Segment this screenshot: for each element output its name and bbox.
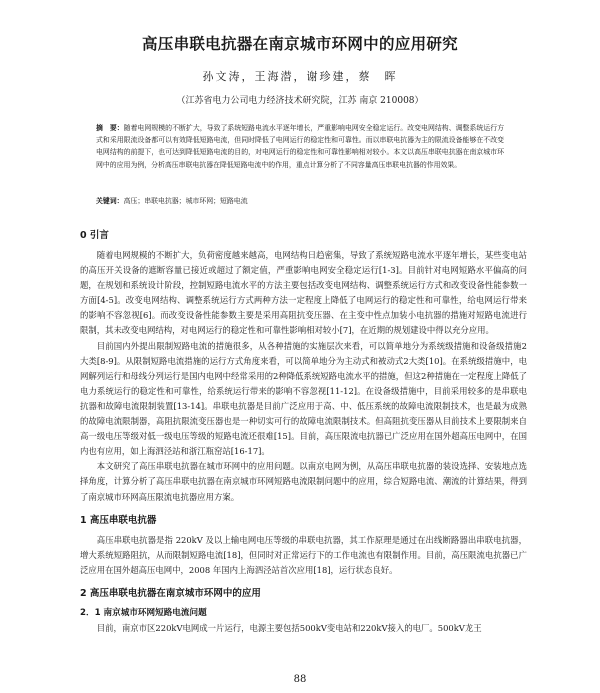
paper-body — [80, 226, 527, 636]
paragraph: 目前，南京市区220kV电网成一片运行，电源主要包括500kV变电站和220kV接入的电厂。500kV龙王 — [96, 622, 482, 633]
section-heading-reactor: 1 高压串联电抗器 — [80, 514, 157, 526]
page-number: 88 — [293, 674, 307, 685]
paragraph: 目前国内外提出限制短路电流的措施很多，从各种措施的实施层次来看，可以简单地分为系统级措施和设备级措施2大类[8-9]。从限制短路电流措施的运行方式角度来看，可以简单地分为主动式和被动式2大类[10]。在系统级措施中，电网解列运行和母线分列运行是国内电网中经常采用的2种降低系统短路电流水平的措施，但这2种措施在一定程度上降低了电力系统运行的稳定性和可靠性，给系统运行带来的影响不容忽视[11-12]。在设备级措施中，目前采用较多的是串联电抗器和故障电流限制装置[13-14]。串联电抗器是目前广泛应用于高、中、低压系统的故障电流限制技术，也是最为成熟的故障电流限制器，高阻抗限流变压器也是一种切实可行的故障电流限制技术。但高阻抗变压器从目前技术上要限制来自高一级电压等级对低一级电压等级的短路电流还很难[15]。目前，高压限流电抗器已广泛应用在国外超高压电网中，在国内也有应用，如上海泗泾站和浙江瓶窑站[16-17]。 — [80, 340, 527, 457]
abstract-label: 摘 要： — [96, 124, 124, 132]
paragraph: 本文研究了高压串联电抗器在城市环网中的应用问题。以南京电网为例，从高压串联电抗器的装设选择、安装地点选择角度，计算分析了高压串联电抗器在南京城市环网短路电流限制问题中的应用，综合短路电流、潮流的计算结果，得到了南京城市环网高压限流电抗器应用方案。 — [80, 461, 527, 502]
keywords-label: 关键词： — [96, 197, 124, 205]
paper-title: 高压串联电抗器在南京城市环网中的应用研究 — [141, 35, 458, 53]
keywords-text: 高压；串联电抗器；城市环网；短路电流 — [123, 197, 248, 205]
abstract-text: 随着电网规模的不断扩大，导致了系统短路电流水平逐年增长，严重影响电网安全稳定运行。改变电网结构、调整系统运行方式和采用限流设备都可以有效降低短路电流，但同时降低了电网运行的稳定性和可靠性。而以串联电抗器为主的限流设备能够在不改变电网结构的前提下，也可达到降低短路电流的目的，对电网运行的稳定性和可靠性影响相对较小。本文以高压串联电抗器在南京城市环网中的应用为例，分析高压串联电抗器在降低短路电流中的作用，重点计算分析了不同容量高压串联电抗器的作用效果。 — [96, 124, 505, 169]
paragraph: 高压串联电抗器是指 220kV 及以上输电网电压等级的串联电抗器，其工作原理是通过在出线断路器出串联电抗器，增大系统短路阻抗，从而限制短路电流[18]，但同时对正常运行下的工作电流也有限制作用。目前，高压限流电抗器已广泛应用在国外超高压电网中，2008 年国内上海泗泾站首次应用[18]，运行状态良好。 — [80, 534, 527, 575]
section-heading-intro: 0 引言 — [80, 230, 109, 241]
subsection-heading: 2．1 南京城市环网短路电流问题 — [80, 607, 207, 618]
paragraph: 随着电网规模的不断扩大，负荷密度越来越高，电网结构日趋密集，导致了系统短路电流水平逐年增长，某些变电站的高压开关设备的遮断容量已接近或超过了额定值，严重影响电网安全稳定运行[1-3]。目前针对电网短路水平偏高的问题，在规划和系统设计阶段，控制短路电流水平的方法主要包括改变电网结构、调整系统运行方式和改变设备性能参数一方面[4-5]。改变电网结构、调整系统运行方式两种方法一定程度上降低了电网运行的稳定性和可靠性，给电网运行带来的影响不容忽视[6]。而改变设备性能参数主要是采用高阻抗变压器、在主变中性点加装小电抗器的措施对短路电流进行限制，其未改变电网结构，对电网运行的稳定性和可靠性影响相对较小[7]，在近期的规划建设中得以充分应用。 — [80, 250, 527, 336]
keywords — [96, 195, 504, 207]
author-list: 孙文涛，王海潜，谢珍建，蔡 晖 — [202, 70, 398, 83]
section-heading-application: 2 高压串联电抗器在南京城市环网中的应用 — [80, 587, 261, 599]
affiliation: （江苏省电力公司电力经济技术研究院，江苏 南京 210008） — [176, 96, 424, 106]
abstract — [96, 122, 504, 171]
